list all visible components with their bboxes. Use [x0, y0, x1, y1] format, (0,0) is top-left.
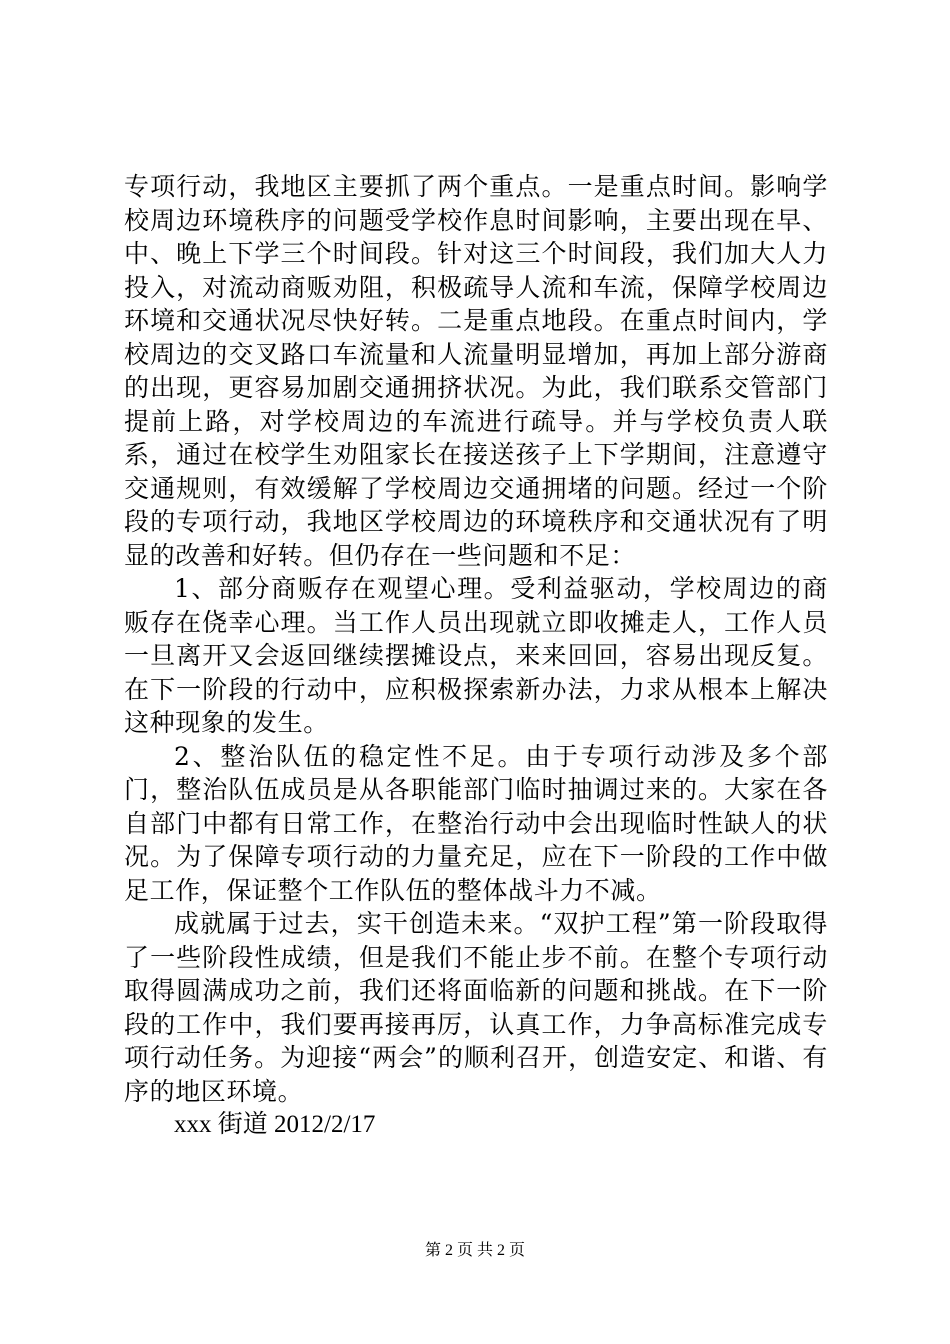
paragraph-2: 1、部分商贩存在观望心理。受利益驱动，学校周边的商贩存在侥幸心理。当工作人员出现就立即收摊走人，工作人员一旦离开又会返回继续摆摊设点，来来回回，容易出现反复。在下一阶段的行动中，应积极探索新办法，力求从根本上解决这种现象的发生。	[124, 574, 828, 737]
paragraph-3: 2、整治队伍的稳定性不足。由于专项行动涉及多个部门，整治队伍成员是从各职能部门临时抽调过来的。大家在各自部门中都有日常工作，在整治行动中会出现临时性缺人的状况。为了保障专项行动的力量充足，应在下一阶段的工作中做足工作，保证整个工作队伍的整体战斗力不减。	[124, 741, 828, 905]
document-body	[124, 170, 828, 1142]
paragraph-4: 成就属于过去，实干创造未来。“双护工程”第一阶段取得了一些阶段性成绩，但是我们不能止步不前。在整个专项行动取得圆满成功之前，我们还将面临新的问题和挑战。在下一阶段的工作中，我们要再接再厉，认真工作，力争高标准完成专项行动任务。为迎接“两会”的顺利召开，创造安定、和谐、有序的地区环境。	[124, 909, 828, 1106]
page-number-footer: 第 2 页 共 2 页	[424, 1242, 525, 1259]
signature-line: xxx 街道 2012/2/17	[174, 1111, 376, 1138]
paragraph-1: 专项行动，我地区主要抓了两个重点。一是重点时间。影响学校周边环境秩序的问题受学校作息时间影响，主要出现在早、中、晚上下学三个时间段。针对这三个时间段，我们加大人力投入，对流动商贩劝阻，积极疏导人流和车流，保障学校周边环境和交通状况尽快好转。二是重点地段。在重点时间内，学校周边的交叉路口车流量和人流量明显增加，再加上部分游商的出现，更容易加剧交通拥挤状况。为此，我们联系交管部门提前上路，对学校周边的车流进行疏导。并与学校负责人联系，通过在校学生劝阻家长在接送孩子上下学期间，注意遵守交通规则，有效缓解了学校周边交通拥堵的问题。经过一个阶段的专项行动，我地区学校周边的环境秩序和交通状况有了明显的改善和好转。但仍存在一些问题和不足：	[124, 172, 828, 570]
